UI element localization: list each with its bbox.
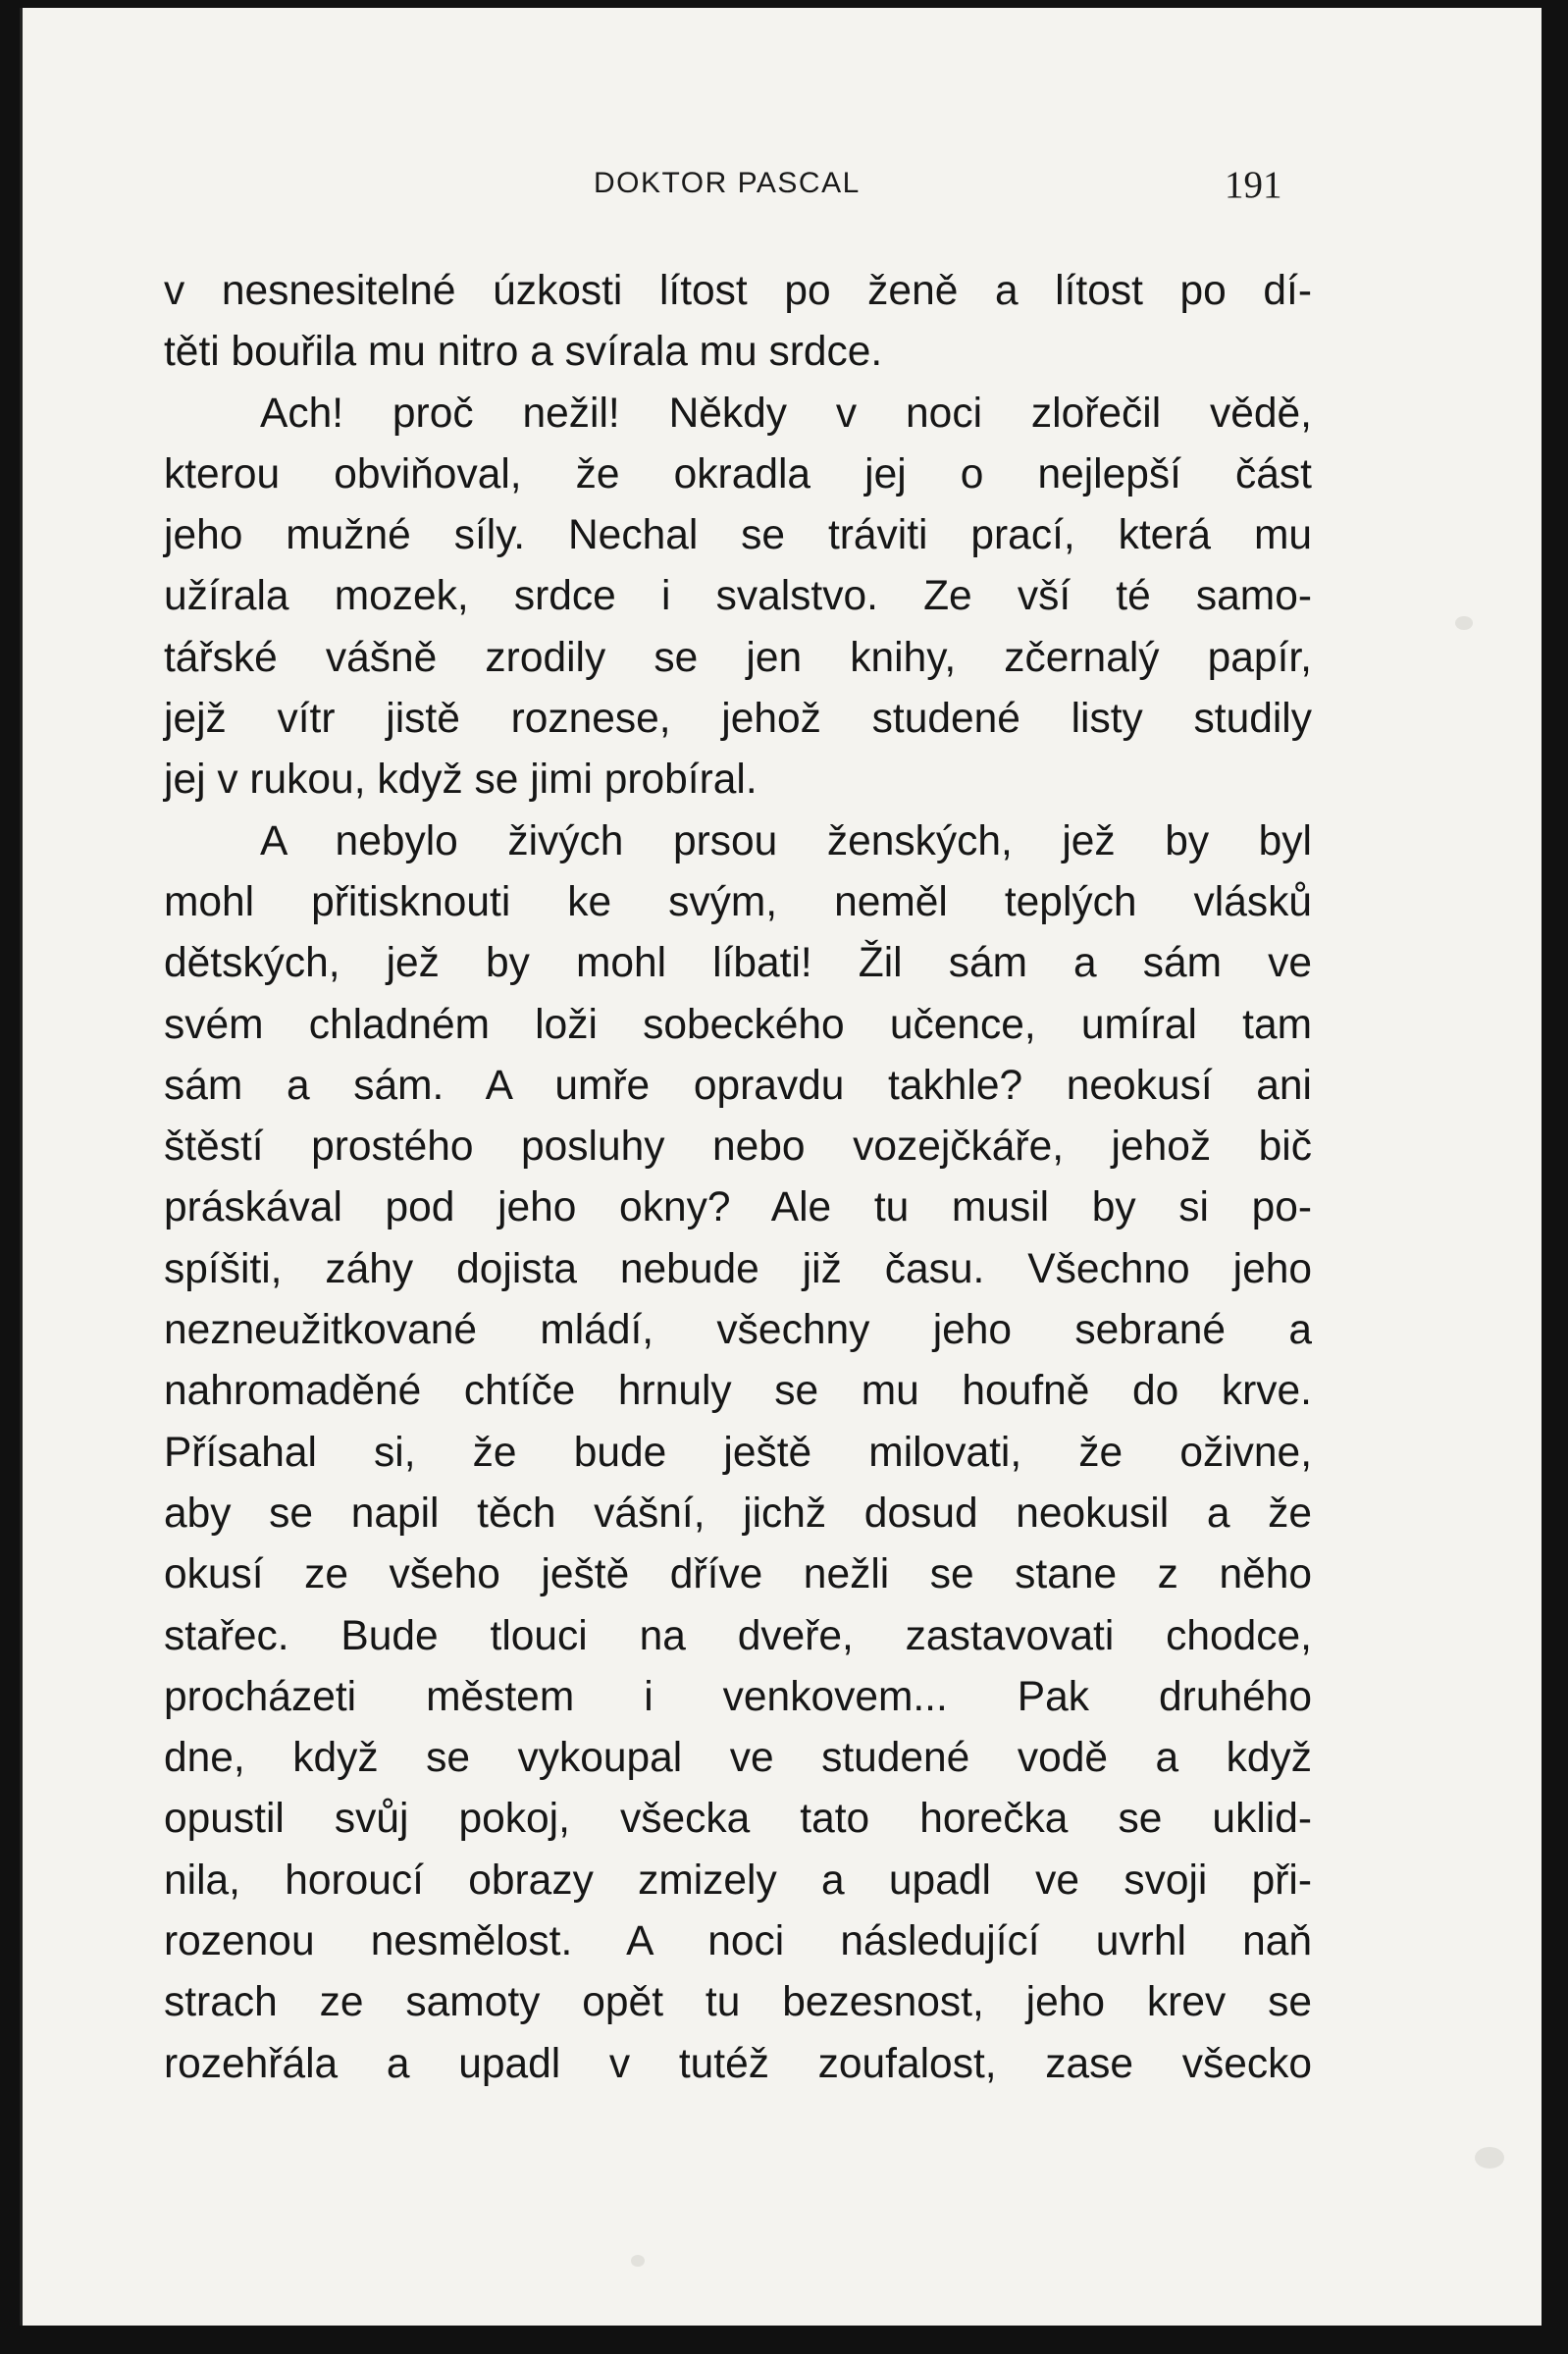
text-line: mohl přitisknouti ke svým, neměl teplých vlásků — [164, 878, 1312, 925]
text-line: užírala mozek, srdce i svalstvo. Ze vší té samo- — [164, 573, 1312, 620]
text-line: Ach! proč nežil! Někdy v noci zlořečil vědě, — [260, 390, 1312, 437]
text-line: jej v rukou, když se jimi probíral. — [164, 757, 758, 804]
book-page — [20, 8, 1542, 2326]
text-line: těti bouřila mu nitro a svírala mu srdce. — [164, 329, 883, 376]
paper-smudge — [1455, 616, 1473, 630]
text-line: aby se napil těch vášní, jichž dosud neokusil a že — [164, 1490, 1312, 1537]
text-line: v nesnesitelné úzkosti lítost po ženě a lítost po dí- — [164, 268, 1312, 314]
text-line: rozenou nesmělost. A noci následující uvrhl naň — [164, 1918, 1312, 1965]
text-line: okusí ze všeho ještě dříve nežli se stane z něho — [164, 1551, 1312, 1598]
text-line: práskával pod jeho okny? Ale tu musil by si po- — [164, 1184, 1312, 1231]
text-line: nahromaděné chtíče hrnuly se mu houfně do krve. — [164, 1368, 1312, 1415]
running-title: DOKTOR PASCAL — [594, 167, 861, 199]
text-line: stařec. Bude tlouci na dveře, zastavovati chodce, — [164, 1612, 1312, 1659]
paper-smudge — [631, 2255, 645, 2267]
text-line: nila, horoucí obrazy zmizely a upadl ve svoji při- — [164, 1857, 1312, 1904]
text-line: kterou obviňoval, že okradla jej o nejlepší část — [164, 450, 1312, 497]
text-line: strach ze samoty opět tu bezesnost, jeho krev se — [164, 1979, 1312, 2026]
text-line: tářské vášně zrodily se jen knihy, zčernalý papír, — [164, 634, 1312, 681]
text-line: Přísahal si, že bude ještě milovati, že oživne, — [164, 1429, 1312, 1476]
text-line: dětských, jež by mohl líbati! Žil sám a sám ve — [164, 940, 1312, 987]
page-header — [23, 164, 1542, 206]
text-line: štěstí prostého posluhy nebo vozejčkáře, jehož bič — [164, 1124, 1312, 1171]
text-line: jejž vítr jistě roznese, jehož studené listy studily — [164, 696, 1312, 743]
text-line: A nebylo živých prsou ženských, jež by byl — [260, 817, 1312, 864]
text-line: dne, když se vykoupal ve studené vodě a když — [164, 1735, 1312, 1782]
text-line: procházeti městem i venkovem... Pak druhého — [164, 1673, 1312, 1720]
text-line: opustil svůj pokoj, všecka tato horečka se uklid- — [164, 1796, 1312, 1843]
text-line: nezneužitkované mládí, všechny jeho sebrané a — [164, 1307, 1312, 1354]
text-line: rozehřála a upadl v tutéž zoufalost, zase všecko — [164, 2040, 1312, 2087]
text-line: jeho mužné síly. Nechal se tráviti prací, která mu — [164, 512, 1312, 559]
body-text — [164, 261, 1312, 2095]
text-line: spíšiti, záhy dojista nebude již času. Všechno jeho — [164, 1245, 1312, 1292]
page-number: 191 — [1225, 164, 1282, 206]
paper-smudge — [1475, 2147, 1504, 2169]
text-line: sám a sám. A umře opravdu takhle? neokusí ani — [164, 1062, 1312, 1109]
text-line: svém chladném loži sobeckého učence, umíral tam — [164, 1001, 1312, 1048]
